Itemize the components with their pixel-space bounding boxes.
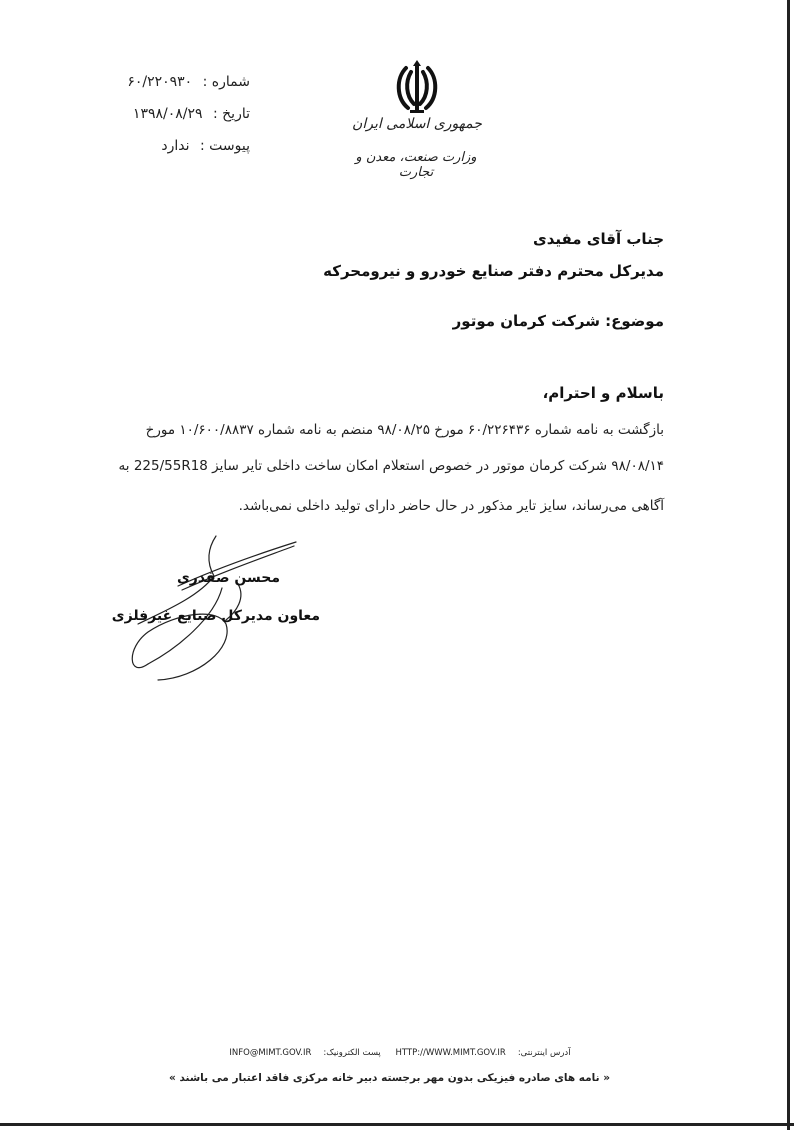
letter-attachment-label: پیوست :: [200, 138, 250, 154]
footer-address-label: آدرس اینترنتی:: [517, 1048, 571, 1058]
letter-attachment-value: ندارد: [161, 138, 190, 154]
ministry-name: وزارت صنعت، معدن و تجارت: [355, 150, 477, 180]
body-line: ۹۸/۰۸/۱۴ شرکت کرمان موتور در خصوص استعلام امکان ساخت داخلی تایر سایز 225/55R18 به: [118, 458, 664, 474]
iran-emblem-icon: [392, 58, 442, 118]
footer-note: « نامه های صادره فیزیکی بدون مهر برجسته دبیر خانه مرکزی فاقد اعتبار می باشند »: [169, 1072, 610, 1084]
letter-subject: موضوع: شرکت کرمان موتور: [452, 312, 664, 330]
letter-number-row: [70, 66, 250, 98]
signer-title: معاون مدیرکل صنایع غیرفلزی: [111, 608, 320, 624]
scan-edge-bottom: [0, 1123, 794, 1126]
body-line: آگاهی می‌رساند، سایز تایر مذکور در حال حاضر دارای تولید داخلی نمی‌باشد.: [238, 498, 664, 514]
scan-edge-right: [787, 0, 790, 1130]
letter-attachment-row: [70, 130, 250, 162]
body-line: بازگشت به نامه شماره ۶۰/۲۲۶۴۳۶ مورخ ۹۸/۰۸/۲۵ منضم به نامه شماره ۱۰/۶۰۰/۸۸۳۷ مورخ: [145, 422, 664, 438]
letter-meta: [70, 66, 250, 162]
recipient-name: جناب آقای مفیدی: [532, 230, 664, 248]
footer-email-label: پست الکترونیک:: [323, 1048, 381, 1058]
footer-contact: [190, 1048, 610, 1058]
letter-date-row: [70, 98, 250, 130]
country-name: جمهوری اسلامی ایران: [352, 116, 482, 132]
footer-website: HTTP://WWW.MIMT.GOV.IR: [395, 1048, 506, 1058]
recipient-title: مدیرکل محترم دفتر صنایع خودرو و نیرومحرکه: [323, 262, 664, 280]
letter-date-label: تاریخ :: [212, 106, 250, 122]
footer-email: INFO@MIMT.GOV.IR: [229, 1048, 312, 1058]
letter-number-value: ۶۰/۲۲۰۹۳۰: [127, 74, 193, 90]
greeting: باسلام و احترام،: [542, 384, 664, 402]
letter-date-value: ۱۳۹۸/۰۸/۲۹: [132, 106, 203, 122]
letter-number-label: شماره :: [202, 74, 250, 90]
signer-name: محسن صفدری: [176, 570, 280, 586]
